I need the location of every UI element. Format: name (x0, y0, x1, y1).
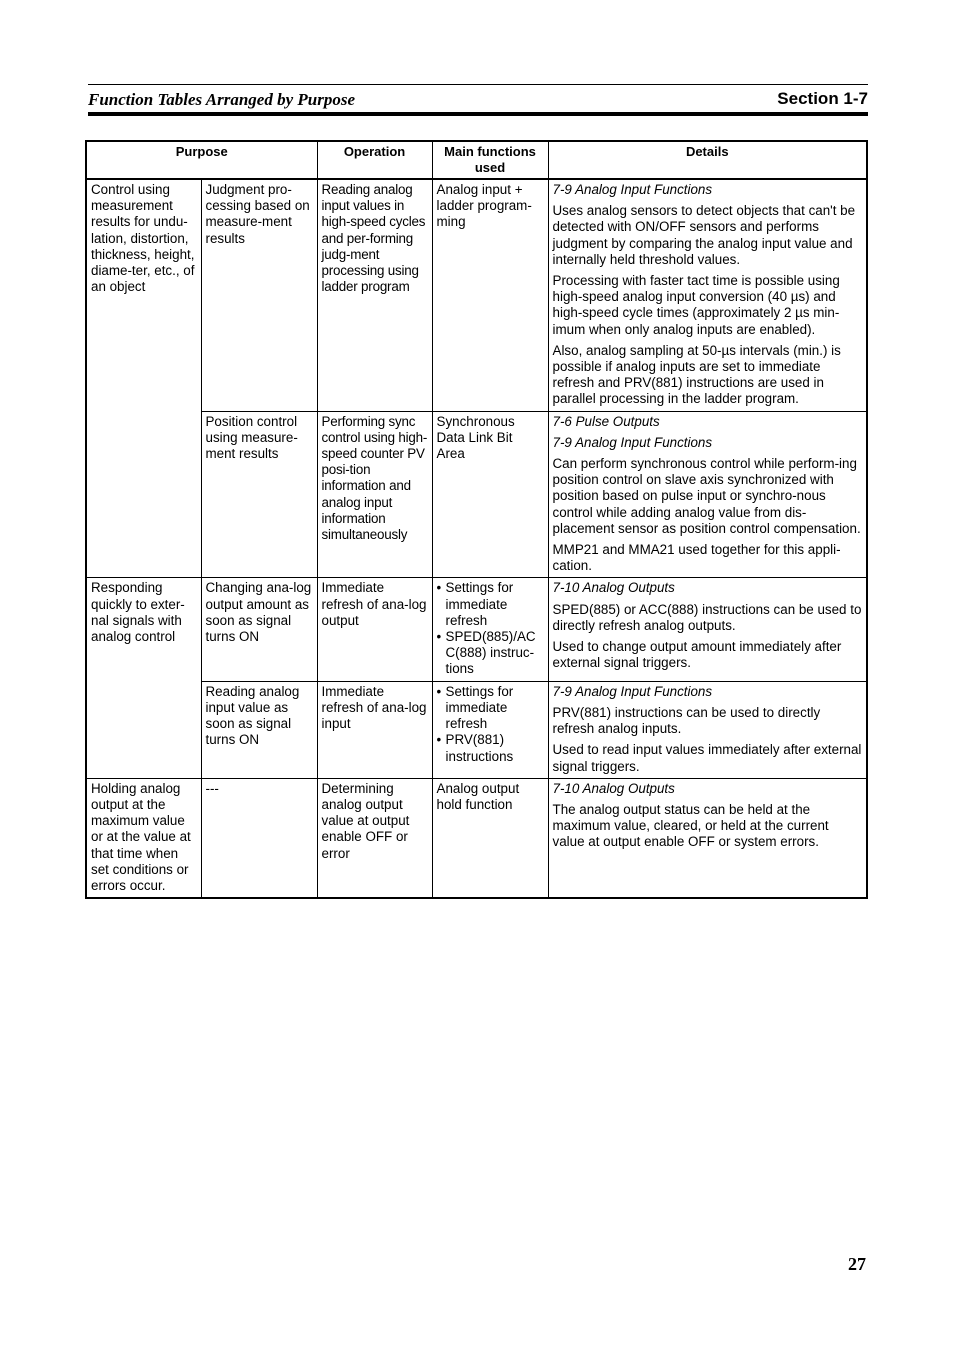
operation-cell: Immediate refresh of ana-log output (317, 578, 432, 681)
purpose-sub-cell: Reading analog input value as soon as signal turns ON (201, 681, 317, 778)
main-functions-list (437, 684, 544, 765)
operation-cell: Determining analog output value at output enable OFF or error (317, 778, 432, 898)
header-bottom-rule (88, 112, 868, 116)
table-row (86, 179, 867, 411)
purpose-group-cell: Responding quickly to exter-nal signals with analog control (86, 578, 201, 778)
table-header-row (86, 141, 867, 179)
section-reference: 7-10 Analog Outputs (552, 580, 675, 596)
operation-cell: Performing sync control using high-speed counter PV posi-tion information and analog input information simultaneously (317, 411, 432, 578)
details-paragraph: SPED(885) or ACC(888) instructions can be used to directly refresh analog outputs. (552, 601, 862, 633)
main-functions-cell: Analog input + ladder program-ming (432, 179, 548, 411)
running-header-section: Section 1-7 (777, 89, 868, 108)
list-item (437, 684, 544, 733)
list-item-text: Settings for immediate refresh (445, 580, 514, 628)
table-row (86, 411, 867, 578)
page-number: 27 (848, 1254, 866, 1274)
list-item (437, 732, 544, 764)
main-functions-cell: Analog output hold function (432, 778, 548, 898)
section-reference: 7-10 Analog Outputs (552, 780, 675, 796)
bullet-glyph: • (436, 683, 442, 699)
purpose-sub-cell: Judgment pro-cessing based on measure-ment results (201, 179, 317, 411)
details-paragraph: PRV(881) instructions can be used to directly refresh analog inputs. (552, 704, 821, 737)
function-table (85, 140, 868, 899)
purpose-sub-cell: --- (201, 778, 317, 898)
running-header-title: Function Tables Arranged by Purpose (88, 90, 356, 109)
list-item-text: PRV(881) instructions (445, 732, 514, 764)
bullet-glyph: • (436, 732, 442, 748)
details-paragraph: MMP21 and MMA21 used together for this appli-cation. (552, 542, 841, 574)
details-paragraph: Used to read input values immediately after external signal triggers. (552, 742, 862, 774)
operation-cell: Reading analog input values in high-speed cycles and per-forming judg-ment processing using ladder program (317, 179, 432, 411)
section-reference: 7-9 Analog Input Functions (552, 434, 713, 450)
details-paragraph: Processing with faster tact time is possible using high-speed analog input conversion (40 µs) and high-speed cycle times (approximately 2 µs min-imum when only analog inputs are enabled). (552, 273, 840, 337)
list-item-text: SPED(885)/AC C(888) instruc-tions (445, 629, 536, 677)
main-functions-cell (432, 681, 548, 778)
main-functions-cell (432, 578, 548, 681)
details-paragraph: Also, analog sampling at 50-µs intervals (min.) is possible if analog inputs are set to immediate refresh and PRV(881) instructions are used in parallel processing in the ladder program. (552, 342, 841, 407)
list-item-text: Settings for immediate refresh (445, 683, 514, 732)
col-header-purpose: Purpose (86, 141, 317, 179)
col-header-main-functions: Main functions used (432, 141, 548, 179)
main-functions-cell: Synchronous Data Link Bit Area (432, 411, 548, 578)
bullet-glyph: • (436, 629, 442, 645)
details-paragraph: Can perform synchronous control while perform-ing position control on slave axis synchronized with position based on pulse input or synchro-nous control while adding analog value from dis-placement sensor as position control compensation. (552, 456, 861, 536)
purpose-group-cell: Control using measurement results for undu-lation, distortion, thickness, height, diame-ter, etc., of an object (86, 179, 201, 578)
operation-cell: Immediate refresh of ana-log input (317, 681, 432, 778)
list-item (437, 629, 544, 678)
details-cell (548, 179, 867, 411)
details-cell (548, 681, 867, 778)
table-row (86, 778, 867, 898)
section-reference: 7-9 Analog Input Functions (552, 182, 713, 197)
list-item (437, 580, 544, 629)
details-paragraph: The analog output status can be held at the maximum value, cleared, or held at the current value at output enable OFF or system errors. (552, 801, 829, 850)
table-row (86, 578, 867, 681)
details-paragraph: Uses analog sensors to detect objects that can't be detected with ON/OFF sensors and performs judgment by comparing the analog input value and internally held threshold values. (552, 203, 856, 267)
purpose-sub-cell: Changing ana-log output amount as soon as signal turns ON (201, 578, 317, 681)
table-row (86, 681, 867, 778)
bullet-glyph: • (436, 580, 442, 596)
col-header-operation: Operation (317, 141, 432, 179)
details-cell (548, 778, 867, 898)
header-top-rule (88, 84, 868, 85)
section-reference: 7-6 Pulse Outputs (552, 413, 660, 429)
purpose-sub-cell: Position control using measure-ment results (201, 411, 317, 578)
details-paragraph: Used to change output amount immediately after external signal triggers. (552, 639, 842, 671)
col-header-details: Details (548, 141, 867, 179)
section-reference: 7-9 Analog Input Functions (552, 683, 713, 699)
details-cell (548, 578, 867, 681)
main-functions-list (437, 580, 544, 677)
details-cell (548, 411, 867, 578)
purpose-group-cell: Holding analog output at the maximum value or at the value at that time when set conditions or errors occur. (86, 778, 201, 898)
